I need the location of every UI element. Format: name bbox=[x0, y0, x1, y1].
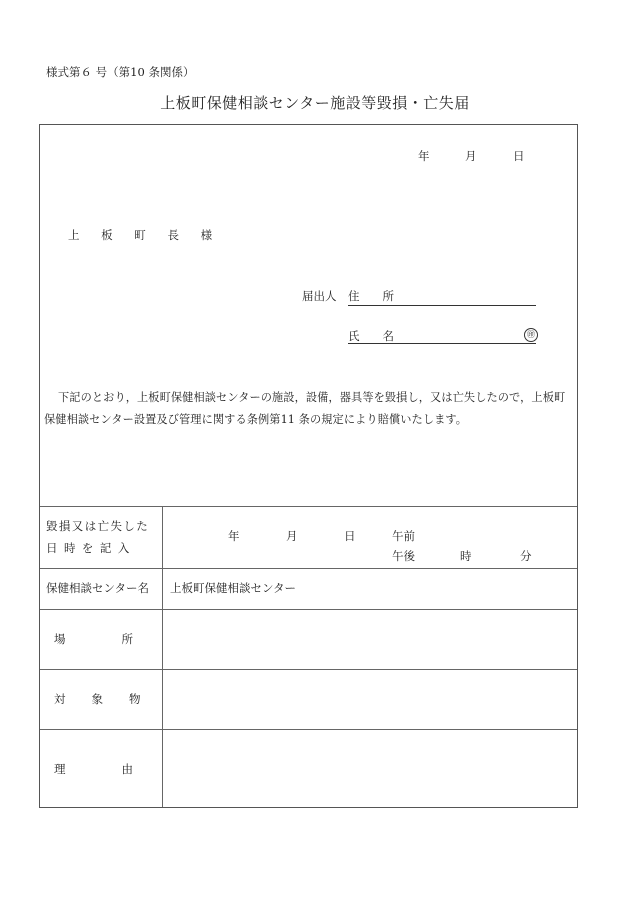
address-underline[interactable] bbox=[348, 305, 536, 306]
date-day-label: 日 bbox=[513, 149, 525, 163]
divider bbox=[40, 729, 577, 730]
reason-label: 理 由 bbox=[54, 762, 135, 776]
datetime-hour[interactable]: 時 bbox=[460, 549, 472, 563]
address-label: 住 所 bbox=[348, 289, 394, 303]
datetime-am[interactable]: 午前 bbox=[392, 529, 415, 543]
document-title: 上板町保健相談センター施設等毀損・亡失届 bbox=[160, 94, 470, 112]
form-number: 様式第６ 号（第10 条関係） bbox=[46, 65, 195, 79]
column-divider bbox=[162, 506, 163, 807]
datetime-year[interactable]: 年 bbox=[228, 529, 240, 543]
date-month-label: 月 bbox=[465, 149, 477, 163]
divider bbox=[40, 609, 577, 610]
date-year-label: 年 bbox=[418, 149, 430, 163]
divider bbox=[40, 669, 577, 670]
datetime-label-line1: 毀損又は亡失した bbox=[46, 519, 150, 533]
divider bbox=[40, 506, 577, 507]
center-name-value[interactable]: 上板町保健相談センター bbox=[170, 581, 297, 595]
datetime-day[interactable]: 日 bbox=[344, 529, 356, 543]
declaration-text: 下記のとおり，上板町保健相談センターの施設，設備，器具等を毀損し，又は亡失したので，上板町保健相談センター設置及び管理に関する条例第11 条の規定により賠償いたします。 bbox=[44, 391, 566, 426]
form-frame bbox=[39, 124, 578, 808]
datetime-pm[interactable]: 午後 bbox=[392, 549, 415, 563]
datetime-minute[interactable]: 分 bbox=[520, 549, 532, 563]
datetime-label-line2: 日 時 を 記 入 bbox=[46, 541, 131, 555]
name-label: 氏 名 bbox=[348, 329, 394, 343]
divider bbox=[40, 568, 577, 569]
name-underline[interactable] bbox=[348, 343, 536, 344]
target-object-label: 対 象 物 bbox=[54, 692, 142, 706]
addressee: 上 板 町 長 様 bbox=[68, 228, 222, 242]
seal-mark-icon: ㊞ bbox=[524, 328, 538, 342]
datetime-month[interactable]: 月 bbox=[286, 529, 298, 543]
center-name-label: 保健相談センター名 bbox=[46, 581, 150, 595]
location-label: 場 所 bbox=[54, 632, 135, 646]
applicant-label: 届出人 bbox=[302, 289, 337, 303]
